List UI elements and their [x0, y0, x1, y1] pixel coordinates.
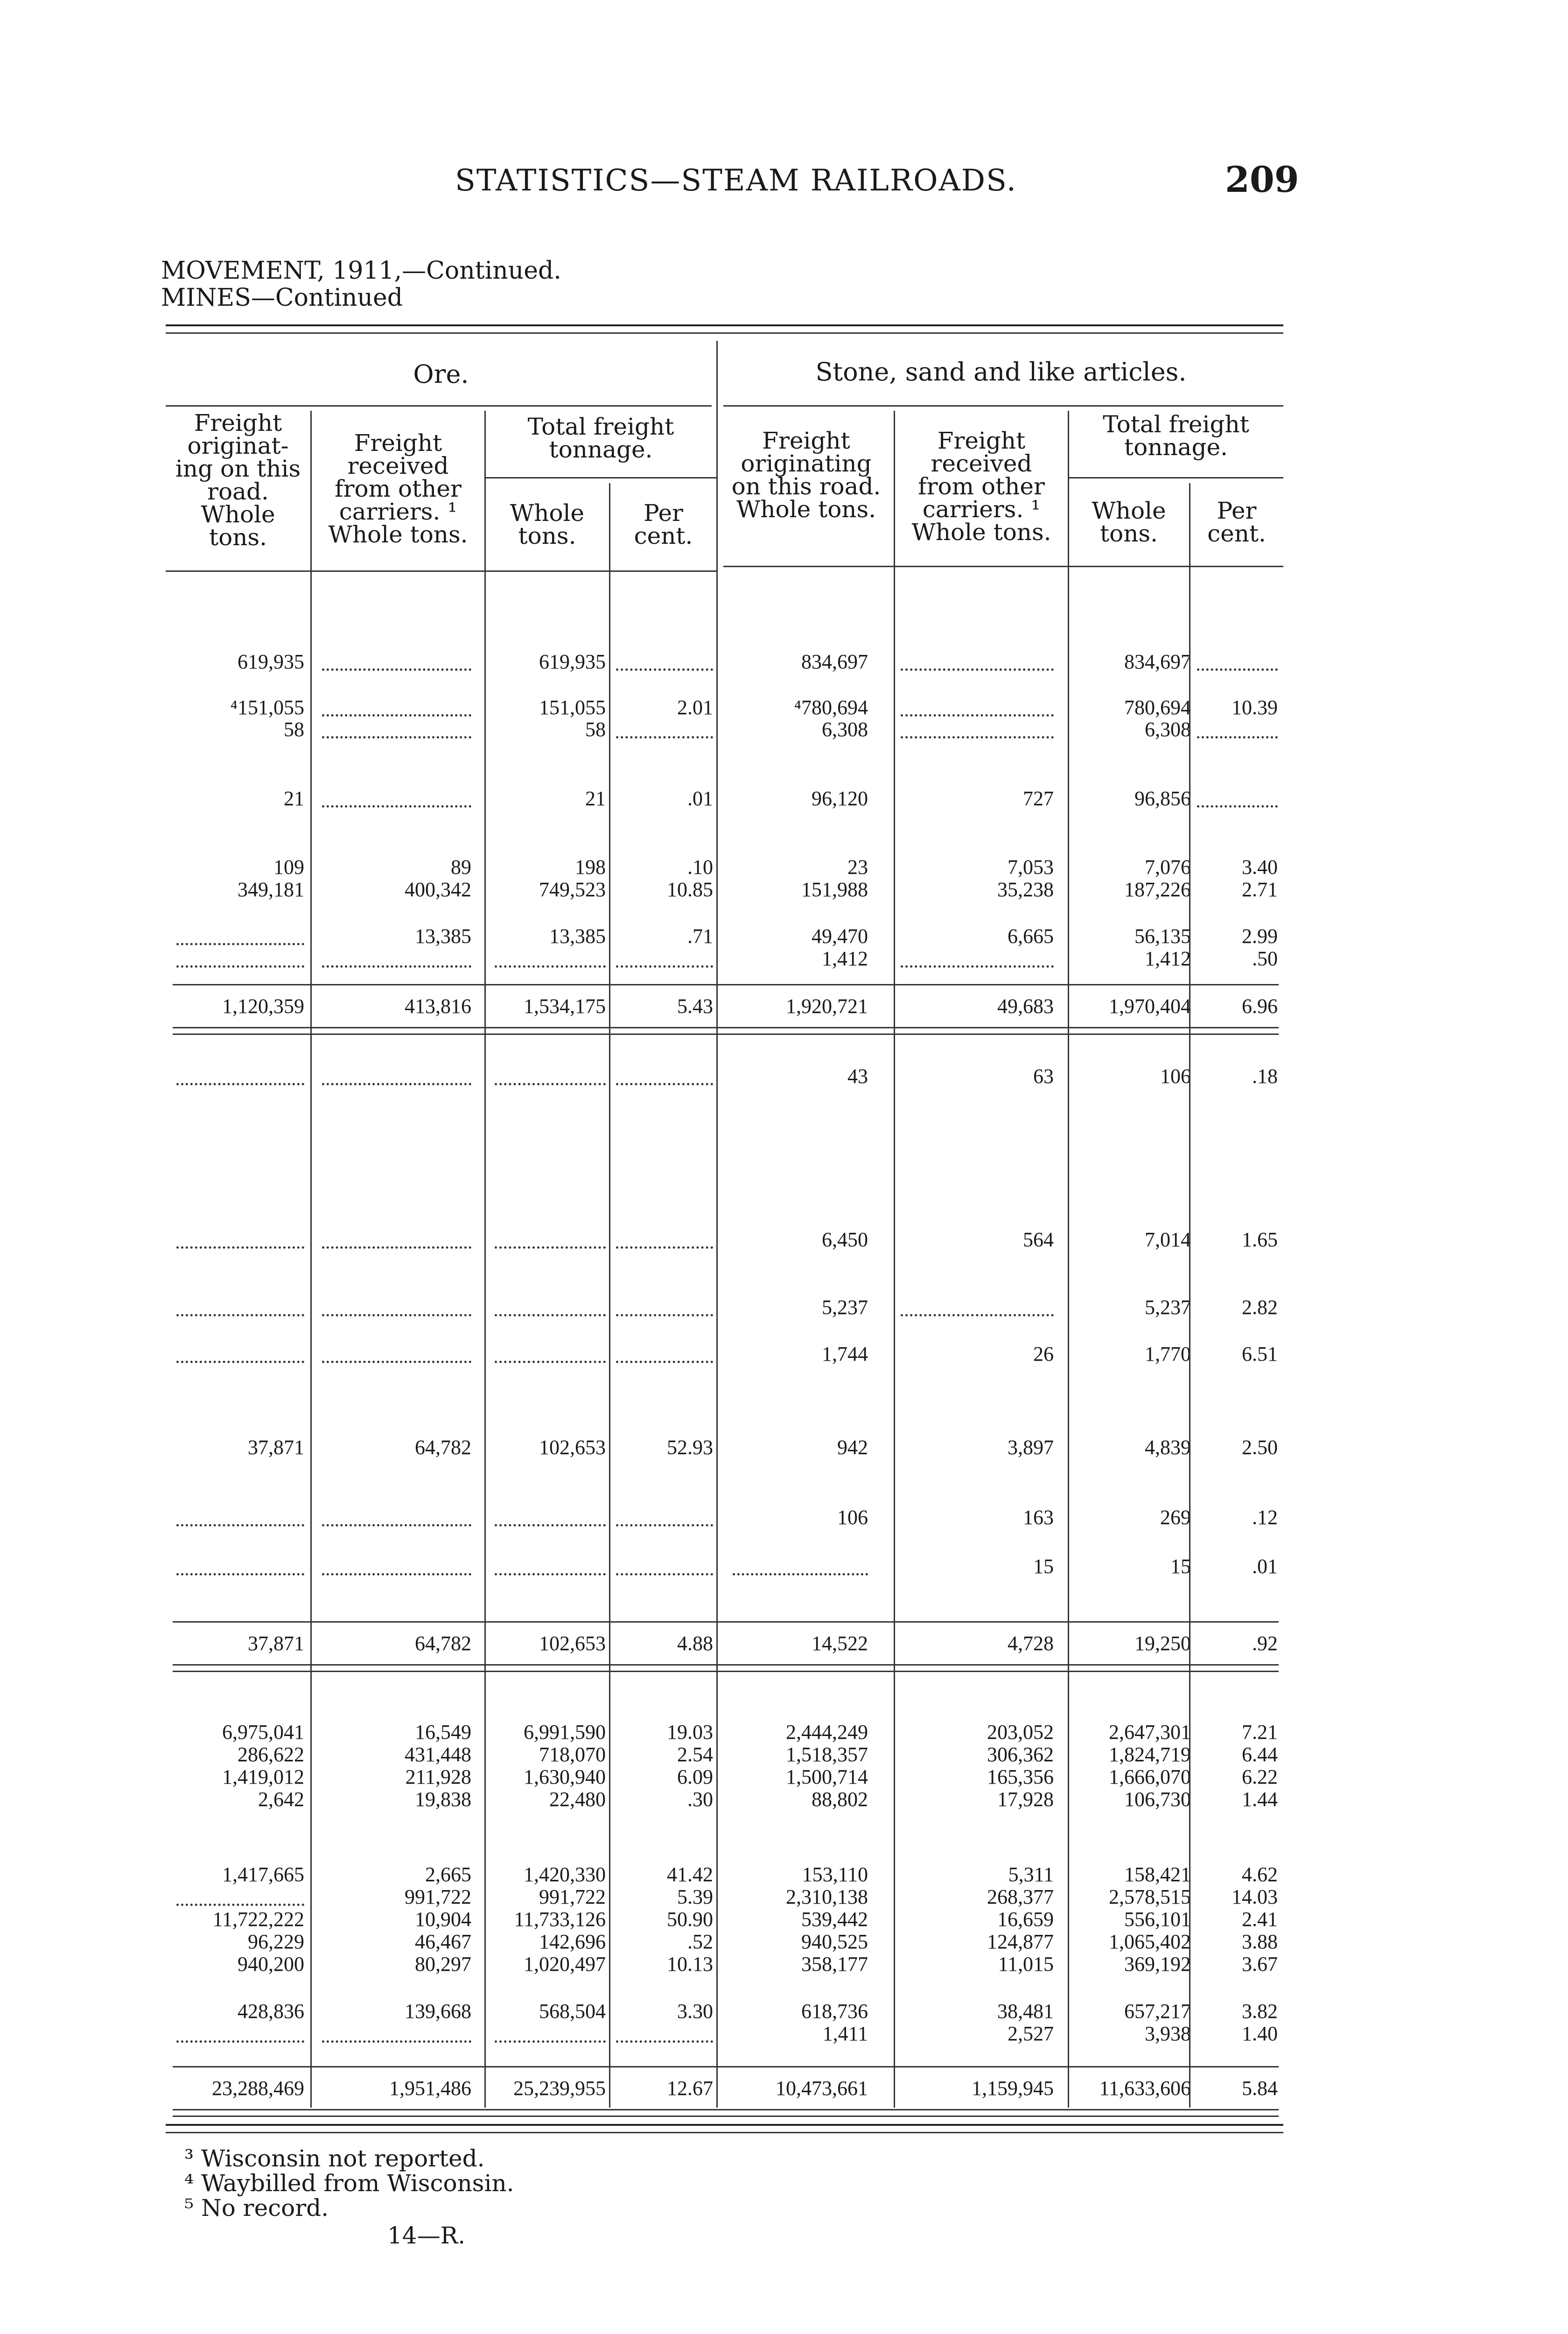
table-cell: 10.39 [1232, 696, 1278, 719]
leader-dots [322, 1361, 471, 1363]
page-number: 209 [1225, 159, 1299, 200]
table-cell: 1,951,486 [389, 2077, 471, 2100]
leader-dots [176, 943, 304, 945]
table-cell: 46,467 [415, 1930, 471, 1953]
col-head-1: Freight originat- ing on this road. Whole tons. [175, 409, 301, 551]
table-cell: .12 [1252, 1506, 1278, 1529]
table-cell: 16,549 [415, 1721, 471, 1743]
table-cell: 203,052 [987, 1721, 1054, 1743]
table-cell: 269 [1160, 1506, 1191, 1529]
table-cell: 25,239,955 [513, 2077, 606, 2100]
table-cell: 539,442 [801, 1908, 868, 1931]
table-cell: 198 [575, 856, 606, 879]
table-cell: 1,120,359 [222, 995, 304, 1018]
table-cell: 5,237 [1145, 1296, 1191, 1319]
table-cell: 21 [284, 787, 304, 810]
table-cell: 102,653 [539, 1632, 606, 1655]
table-cell: 151,055 [539, 696, 606, 719]
table-cell: 5.39 [677, 1885, 713, 1908]
col-head-5: Freight originating on this road. Whole tons. [731, 427, 881, 523]
table-cell: 96,229 [248, 1930, 304, 1953]
table-cell: 10,904 [415, 1908, 471, 1931]
table-cell: 163 [1023, 1506, 1054, 1529]
leader-dots [322, 1314, 471, 1316]
table-cell: 17,928 [997, 1788, 1054, 1811]
table-cell: 2.71 [1242, 878, 1278, 901]
table-cell: 11,722,222 [212, 1908, 304, 1931]
table-cell: 991,722 [405, 1885, 471, 1908]
subtitle-line-2: MINES—Continued [161, 284, 403, 312]
table-cell: 6.22 [1242, 1765, 1278, 1788]
table-cell: 49,470 [812, 925, 868, 948]
table-cell: 10.13 [667, 1953, 713, 1975]
leader-dots [176, 965, 304, 968]
table-cell: 1,970,404 [1109, 995, 1191, 1018]
total-rule-top [173, 1621, 1279, 1623]
table-cell: 41.42 [667, 1863, 713, 1886]
table-cell: 1,065,402 [1109, 1930, 1191, 1953]
table-cell: 2.82 [1242, 1296, 1278, 1319]
col-head-7-rule [1069, 477, 1283, 478]
leader-dots [176, 1904, 304, 1906]
table-cell: 38,481 [997, 2000, 1054, 2023]
table-cell: 727 [1023, 787, 1054, 810]
table-cell: 19.03 [667, 1721, 713, 1743]
table-cell: 1.65 [1242, 1228, 1278, 1251]
table-cell: 2.41 [1242, 1908, 1278, 1931]
table-bottom-rule [166, 2124, 1283, 2126]
table-cell: ⁴780,694 [794, 696, 868, 719]
leader-dots [322, 736, 471, 738]
table-cell: 413,816 [405, 995, 471, 1018]
table-cell: .10 [687, 856, 713, 879]
table-cell: 35,238 [997, 878, 1054, 901]
leader-dots [733, 1573, 868, 1575]
table-cell: 58 [585, 718, 606, 741]
column-divider [894, 576, 895, 2108]
table-cell: 3.40 [1242, 856, 1278, 879]
table-cell: 834,697 [801, 650, 868, 673]
table-cell: 6,308 [1145, 718, 1191, 741]
table-cell: 2,444,249 [786, 1721, 868, 1743]
table-cell: ⁴151,055 [230, 696, 304, 719]
table-cell: 102,653 [539, 1436, 606, 1459]
table-cell: 718,070 [539, 1743, 606, 1766]
table-cell: 37,871 [248, 1632, 304, 1655]
column-divider [310, 576, 312, 2108]
table-cell: .71 [687, 925, 713, 948]
leader-dots [495, 2040, 606, 2043]
table-cell: 7,076 [1145, 856, 1191, 879]
table-cell: 52.93 [667, 1436, 713, 1459]
table-cell: 5.84 [1242, 2077, 1278, 2100]
table-cell: 942 [837, 1436, 868, 1459]
leader-dots [495, 1083, 606, 1085]
table-cell: 5.43 [677, 995, 713, 1018]
table-cell: 1.44 [1242, 1788, 1278, 1811]
leader-dots [616, 1314, 713, 1316]
leader-dots [495, 1361, 606, 1363]
leader-dots [616, 1083, 713, 1085]
table-top-rule-2 [166, 332, 1283, 334]
table-cell: 6.44 [1242, 1743, 1278, 1766]
table-cell: 187,226 [1124, 878, 1191, 901]
table-cell: 4,728 [1008, 1632, 1054, 1655]
table-cell: 89 [451, 856, 471, 879]
table-cell: 153,110 [802, 1863, 868, 1886]
column-divider [609, 576, 610, 2108]
table-cell: 109 [273, 856, 304, 879]
table-cell: 80,297 [415, 1953, 471, 1975]
table-cell: 1,534,175 [524, 995, 606, 1018]
table-cell: 1,412 [822, 947, 868, 970]
table-cell: 96,856 [1134, 787, 1191, 810]
table-cell: 564 [1023, 1228, 1054, 1251]
table-cell: 1,412 [1145, 947, 1191, 970]
table-cell: 619,935 [238, 650, 304, 673]
table-cell: 23,288,469 [212, 2077, 304, 2100]
table-cell: 15 [1170, 1555, 1191, 1578]
table-cell: 6,450 [822, 1228, 868, 1251]
leader-dots [495, 965, 606, 968]
leader-dots [495, 1573, 606, 1575]
table-cell: 3,897 [1008, 1436, 1054, 1459]
leader-dots [1197, 668, 1278, 671]
group-stone-rule [723, 405, 1283, 407]
col-head-6: Freight received from other carriers. ¹ Whole tons. [911, 427, 1051, 546]
table-cell: 2,527 [1008, 2022, 1054, 2045]
subtitle-line-1: MOVEMENT, 1911,—Continued. [161, 257, 561, 285]
table-cell: 991,722 [539, 1885, 606, 1908]
table-cell: 124,877 [987, 1930, 1054, 1953]
table-cell: 7,053 [1008, 856, 1054, 879]
group-stone: Stone, sand and like articles. [815, 357, 1187, 387]
table-cell: 1,419,012 [222, 1765, 304, 1788]
leader-dots [322, 668, 471, 671]
leader-dots [901, 714, 1054, 717]
leader-dots [616, 668, 713, 671]
table-cell: 11,633,606 [1099, 2077, 1191, 2100]
footnote-4: ⁴ Waybilled from Wisconsin. [184, 2170, 514, 2197]
table-cell: 43 [847, 1065, 868, 1088]
table-cell: 2.01 [677, 696, 713, 719]
col-head-3: Whole tons. [510, 499, 585, 549]
footnote-3: ³ Wisconsin not reported. [184, 2145, 485, 2172]
group-ore-rule [166, 405, 712, 407]
table-cell: 3.82 [1242, 2000, 1278, 2023]
signature-mark: 14—R. [387, 2222, 466, 2249]
table-cell: .18 [1252, 1065, 1278, 1088]
table-cell: 1,666,070 [1109, 1765, 1191, 1788]
running-title: STATISTICS—STEAM RAILROADS. [455, 163, 1017, 198]
table-cell: 428,836 [238, 2000, 304, 2023]
column-divider [1189, 576, 1190, 2108]
table-cell: 19,838 [415, 1788, 471, 1811]
table-cell: 618,736 [801, 2000, 868, 2023]
leader-dots [176, 2040, 304, 2043]
leader-dots [901, 736, 1054, 738]
total-rule-bottom [173, 2109, 1279, 2110]
table-cell: 7,014 [1145, 1228, 1191, 1251]
col-head-3-rule [485, 477, 716, 478]
table-cell: 3.88 [1242, 1930, 1278, 1953]
table-cell: 1,417,665 [222, 1863, 304, 1886]
table-cell: 1,518,357 [786, 1743, 868, 1766]
leader-dots [176, 1314, 304, 1316]
leader-dots [495, 1524, 606, 1526]
table-cell: 4.62 [1242, 1863, 1278, 1886]
table-cell: 1,630,940 [524, 1765, 606, 1788]
table-cell: .01 [687, 787, 713, 810]
table-cell: 3.67 [1242, 1953, 1278, 1975]
group-divider [716, 341, 718, 2108]
total-rule-bottom [173, 1027, 1279, 1028]
table-cell: 400,342 [405, 878, 471, 901]
col-head-4: Per cent. [634, 499, 693, 549]
leader-dots [495, 1246, 606, 1249]
table-cell: 1,159,945 [972, 2077, 1054, 2100]
table-cell: 657,217 [1124, 2000, 1191, 2023]
total-rule-top [173, 2066, 1279, 2067]
footnote-5: ⁵ No record. [184, 2194, 329, 2222]
leader-dots [176, 1361, 304, 1363]
table-cell: 2.50 [1242, 1436, 1278, 1459]
table-cell: 2.54 [677, 1743, 713, 1766]
table-cell: 96,120 [812, 787, 868, 810]
table-cell: 19,250 [1134, 1632, 1191, 1655]
table-cell: 2,647,301 [1109, 1721, 1191, 1743]
leader-dots [176, 1524, 304, 1526]
leader-dots [616, 1573, 713, 1575]
leader-dots [616, 1361, 713, 1363]
header-bottom-rule-right [723, 566, 1283, 567]
table-cell: 349,181 [238, 878, 304, 901]
table-cell: 619,935 [539, 650, 606, 673]
table-cell: 2,642 [258, 1788, 304, 1811]
table-cell: 11,015 [998, 1953, 1054, 1975]
table-cell: 834,697 [1124, 650, 1191, 673]
table-cell: 106 [1160, 1065, 1191, 1088]
table-cell: 1.40 [1242, 2022, 1278, 2045]
table-cell: 88,802 [812, 1788, 868, 1811]
leader-dots [616, 1524, 713, 1526]
header-bottom-rule-left [166, 570, 716, 572]
table-cell: 6,991,590 [524, 1721, 606, 1743]
table-cell: 369,192 [1124, 1953, 1191, 1975]
table-cell: 286,622 [238, 1743, 304, 1766]
table-cell: 56,135 [1134, 925, 1191, 948]
table-cell: 556,101 [1124, 1908, 1191, 1931]
table-cell: 940,525 [801, 1930, 868, 1953]
table-cell: 139,668 [405, 2000, 471, 2023]
table-cell: 2,310,138 [786, 1885, 868, 1908]
leader-dots [1197, 736, 1278, 738]
table-cell: 58 [284, 718, 304, 741]
leader-dots [322, 1083, 471, 1085]
table-cell: 211,928 [405, 1765, 471, 1788]
table-cell: 13,385 [415, 925, 471, 948]
column-divider [1068, 576, 1069, 2108]
table-cell: 2,665 [425, 1863, 471, 1886]
table-cell: 780,694 [1124, 696, 1191, 719]
table-cell: 50.90 [667, 1908, 713, 1931]
leader-dots [322, 1524, 471, 1526]
table-cell: 5,237 [822, 1296, 868, 1319]
table-top-rule [166, 324, 1283, 326]
leader-dots [322, 714, 471, 717]
table-cell: 6.51 [1242, 1343, 1278, 1365]
leader-dots [616, 2040, 713, 2043]
table-cell: 23 [847, 856, 868, 879]
leader-dots [176, 1083, 304, 1085]
table-cell: 106 [837, 1506, 868, 1529]
table-cell: 165,356 [987, 1765, 1054, 1788]
table-cell: 64,782 [415, 1632, 471, 1655]
table-cell: 2,578,515 [1109, 1885, 1191, 1908]
total-rule-top [173, 984, 1279, 985]
table-cell: 21 [585, 787, 606, 810]
column-divider [484, 576, 486, 2108]
table-cell: 10.85 [667, 878, 713, 901]
table-cell: 306,362 [987, 1743, 1054, 1766]
col-head-7: Whole tons. [1092, 497, 1166, 547]
table-cell: 1,420,330 [524, 1863, 606, 1886]
table-cell: 1,744 [822, 1343, 868, 1365]
leader-dots [901, 965, 1054, 968]
table-cell: 13,385 [549, 925, 606, 948]
table-cell: 14.03 [1232, 1885, 1278, 1908]
table-cell: 6,308 [822, 718, 868, 741]
table-cell: 151,988 [801, 878, 868, 901]
col-head-2: Freight received from other carriers. ¹ Whole tons. [328, 429, 468, 548]
table-cell: 63 [1033, 1065, 1054, 1088]
table-cell: 11,733,126 [514, 1908, 606, 1931]
table-cell: 26 [1033, 1343, 1054, 1365]
table-cell: 6.09 [677, 1765, 713, 1788]
leader-dots [1197, 805, 1278, 808]
table-cell: 142,696 [539, 1930, 606, 1953]
total-rule-bottom [173, 1664, 1279, 1666]
table-cell: 1,920,721 [786, 995, 868, 1018]
total-rule-double [173, 1033, 1279, 1035]
table-cell: 431,448 [405, 1743, 471, 1766]
leader-dots [176, 1573, 304, 1575]
table-cell: 14,522 [812, 1632, 868, 1655]
table-cell: 6,975,041 [222, 1721, 304, 1743]
table-cell: 3.30 [677, 2000, 713, 2023]
table-cell: 4,839 [1145, 1436, 1191, 1459]
table-cell: 2.99 [1242, 925, 1278, 948]
table-cell: 568,504 [539, 2000, 606, 2023]
table-cell: 1,500,714 [786, 1765, 868, 1788]
table-cell: 1,824,719 [1109, 1743, 1191, 1766]
table-cell: 16,659 [997, 1908, 1054, 1931]
leader-dots [901, 668, 1054, 671]
table-cell: 749,523 [539, 878, 606, 901]
leader-dots [322, 965, 471, 968]
table-cell: 940,200 [238, 1953, 304, 1975]
table-cell: 358,177 [801, 1953, 868, 1975]
total-rule-double [173, 1671, 1279, 1672]
table-cell: 268,377 [987, 1885, 1054, 1908]
table-cell: 15 [1033, 1555, 1054, 1578]
leader-dots [176, 1246, 304, 1249]
table-cell: 49,683 [997, 995, 1054, 1018]
col-head-3-group: Total freight tonnage. [527, 413, 674, 463]
table-cell: 1,020,497 [524, 1953, 606, 1975]
table-cell: 1,411 [822, 2022, 868, 2045]
leader-dots [322, 1246, 471, 1249]
table-cell: 6,665 [1008, 925, 1054, 948]
leader-dots [901, 1314, 1054, 1316]
leader-dots [616, 965, 713, 968]
col-head-7-group: Total freight tonnage. [1103, 411, 1249, 461]
table-cell: 7.21 [1242, 1721, 1278, 1743]
table-cell: 1,770 [1145, 1343, 1191, 1365]
table-cell: 22,480 [549, 1788, 606, 1811]
leader-dots [616, 1246, 713, 1249]
leader-dots [616, 736, 713, 738]
table-cell: 10,473,661 [776, 2077, 868, 2100]
table-cell: .92 [1252, 1632, 1278, 1655]
table-cell: .01 [1252, 1555, 1278, 1578]
group-ore: Ore. [413, 359, 469, 389]
leader-dots [322, 2040, 471, 2043]
leader-dots [322, 1573, 471, 1575]
leader-dots [322, 805, 471, 808]
table-cell: 4.88 [677, 1632, 713, 1655]
total-rule-double [173, 2116, 1279, 2117]
table-cell: .52 [687, 1930, 713, 1953]
table-cell: 3,938 [1145, 2022, 1191, 2045]
table-cell: 6.96 [1242, 995, 1278, 1018]
col-head-8: Per cent. [1207, 497, 1266, 547]
table-cell: .50 [1252, 947, 1278, 970]
table-cell: 64,782 [415, 1436, 471, 1459]
table-cell: 106,730 [1124, 1788, 1191, 1811]
table-cell: 37,871 [248, 1436, 304, 1459]
table-bottom-rule-2 [166, 2132, 1283, 2133]
table-cell: 158,421 [1124, 1863, 1191, 1886]
table-cell: 12.67 [667, 2077, 713, 2100]
leader-dots [495, 1314, 606, 1316]
table-cell: 5,311 [1008, 1863, 1054, 1886]
table-cell: .30 [687, 1788, 713, 1811]
